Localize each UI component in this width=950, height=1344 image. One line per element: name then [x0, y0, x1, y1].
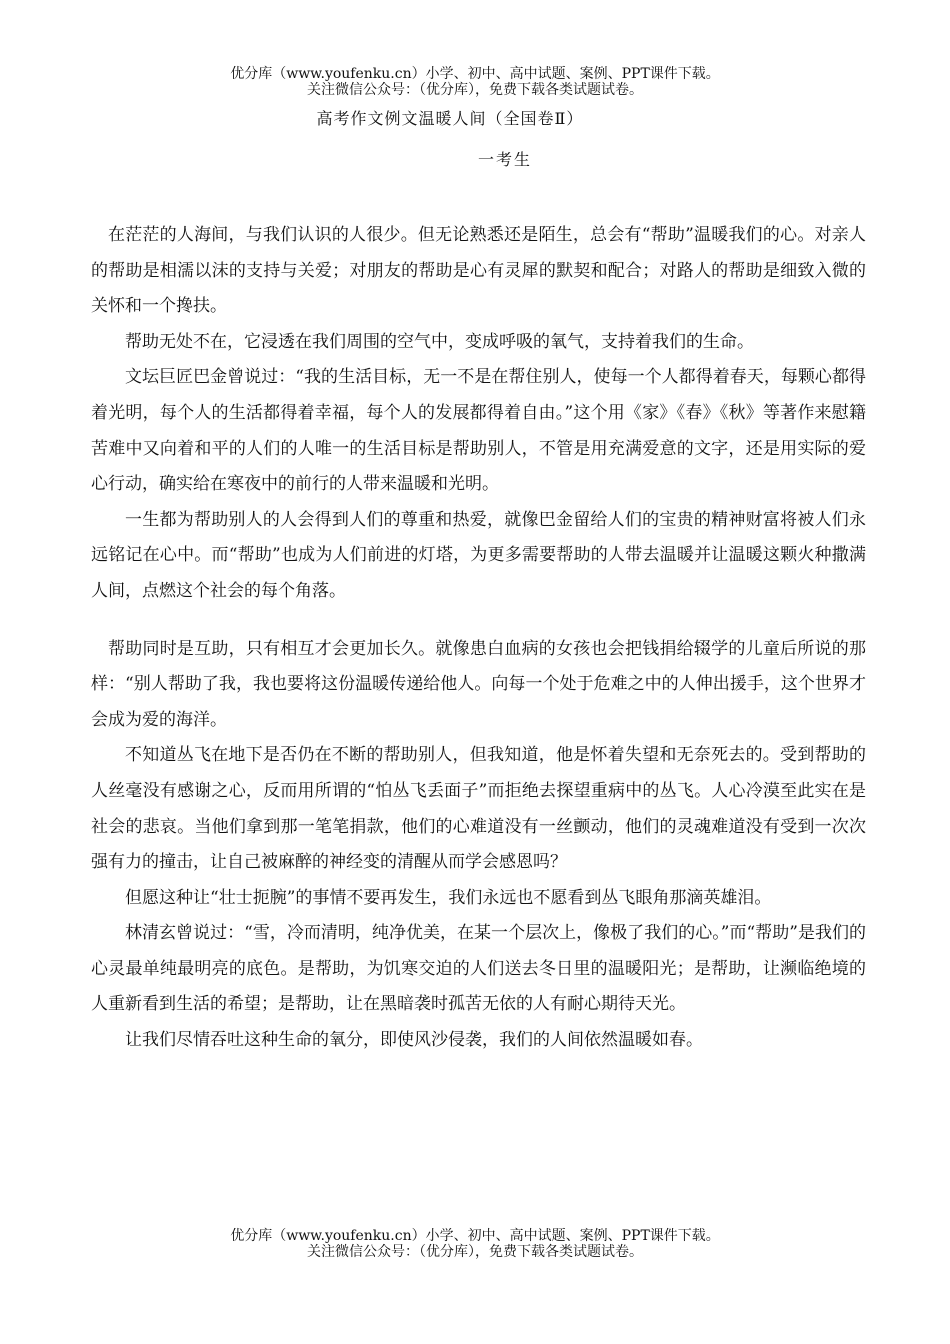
essay-author [0, 147, 950, 170]
paragraph: 文坛巨匠巴金曾说过：“我的生活目标，无一不是在帮住别人，使每一个人都得着春天，每颗心都得着光明，每个人的生活都得着幸福，每个人的发展都得着自由。”这个用《家》《春》《秋》等著作来慰籍苦难中又向着和平的人们的人唯一的生活目标是帮助别人，不管是用充满爱意的文字，还是用实际的爱心行动，确实给在寒夜中的前行的人带来温暖和光明。 [91, 367, 866, 495]
paragraph-gap [91, 610, 866, 632]
paragraph: 但愿这种让“壮士扼腕”的事情不要再发生，我们永远也不愿看到丛飞眼角那滴英雄泪。 [125, 887, 772, 908]
footer-line-2: 关注微信公众号：（优分库），免费下载各类试题试卷。 [307, 1244, 643, 1260]
header-line-2: 关注微信公众号：（优分库），免费下载各类试题试卷。 [307, 82, 643, 98]
essay-title-text: 高考作文例文温暖人间（全国卷Ⅱ） [316, 109, 584, 128]
essay-title [0, 106, 950, 129]
footer-line-1: 优分库（www.youfenku.cn）小学、初中、高中试题、案例、PPT课件下载。 [230, 1228, 720, 1244]
paragraph: 帮助无处不在，它浸透在我们周围的空气中，变成呼吸的氧气，支持着我们的生命。 [125, 331, 754, 352]
essay-author-text: 一考生 [477, 150, 532, 169]
paragraph: 帮助同时是互助，只有相互才会更加长久。就像患白血病的女孩也会把钱捐给辍学的儿童后所说的那样：“别人帮助了我，我也要将这份温暖传递给他人。向每一个处于危难之中的人伸出援手，这个世界才会成为爱的海洋。 [91, 638, 866, 730]
paragraph: 林清玄曾说过：“雪，冷而清明，纯净优美，在某一个层次上，像极了我们的心。”而“帮助”是我们的心灵最单纯最明亮的底色。是帮助，为饥寒交迫的人们送去冬日里的温暖阳光；是帮助，让濒临绝境的人重新看到生活的希望；是帮助，让在黑暗袭时孤苦无依的人有耐心期待天光。 [91, 923, 866, 1015]
paragraph: 一生都为帮助别人的人会得到人们的尊重和热爱，就像巴金留给人们的宝贵的精神财富将被人们永远铭记在心中。而“帮助”也成为人们前进的灯塔，为更多需要帮助的人带去温暖并让温暖这颗火种撒满人间，点燃这个社会的每个角落。 [91, 509, 866, 601]
page-header [0, 66, 950, 98]
paragraph: 在茫茫的人海间，与我们认识的人很少。但无论熟悉还是陌生，总会有“帮助”温暖我们的心。对亲人的帮助是相濡以沫的支持与关爱；对朋友的帮助是心有灵犀的默契和配合；对路人的帮助是细致入微的关怀和一个搀扶。 [91, 225, 866, 317]
paragraph: 让我们尽情吞吐这种生命的氧分，即使风沙侵袭，我们的人间依然温暖如春。 [125, 1030, 703, 1051]
page-footer [0, 1228, 950, 1260]
header-line-1: 优分库（www.youfenku.cn）小学、初中、高中试题、案例、PPT课件下载。 [230, 66, 720, 82]
paragraph: 不知道丛飞在地下是否仍在不断的帮助别人，但我知道，他是怀着失望和无奈死去的。受到帮助的人丝毫没有感谢之心，反而用所谓的“怕丛飞丢面子”而拒绝去探望重病中的丛飞。人心冷漠至此实在是社会的悲哀。当他们拿到那一笔笔捐款，他们的心难道没有一丝颤动，他们的灵魂难道没有受到一次次强有力的撞击，让自己被麻醉的神经变的清醒从而学会感恩吗？ [91, 745, 866, 873]
essay-body [91, 218, 866, 1059]
